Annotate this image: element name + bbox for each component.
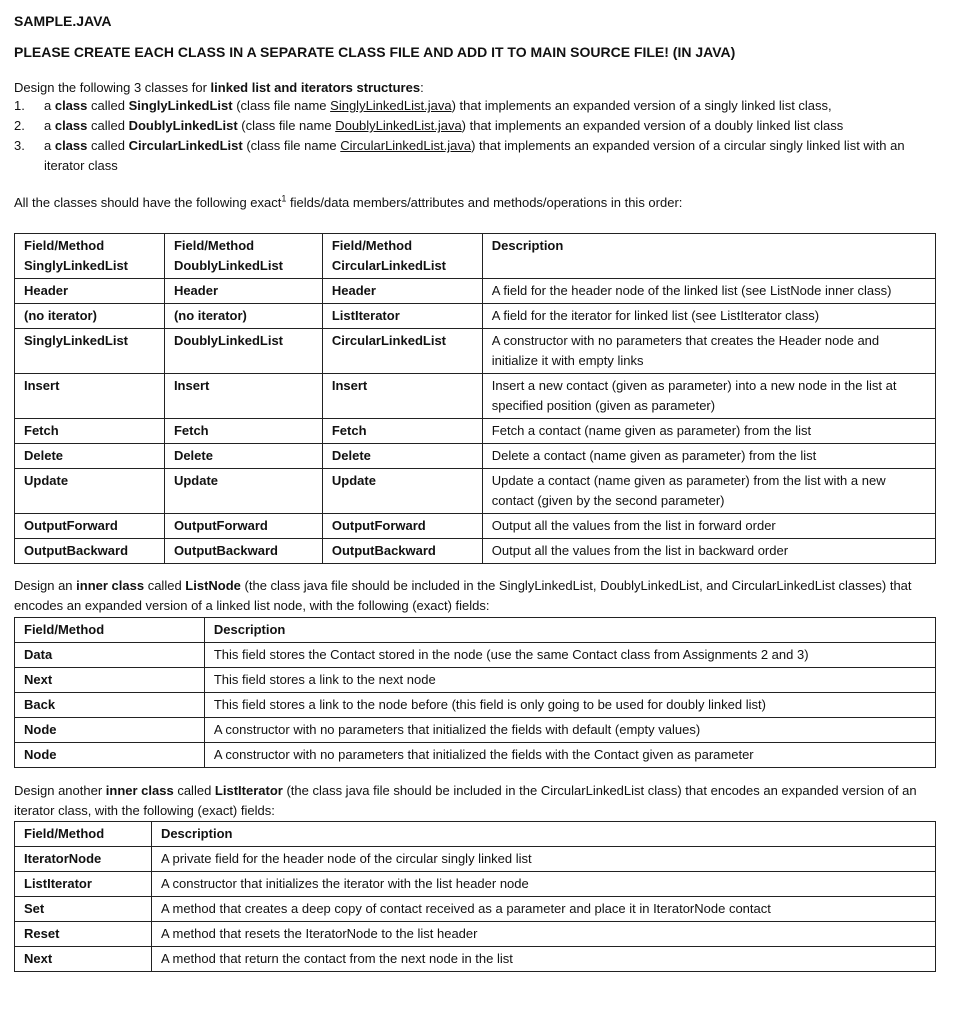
class-name: SinglyLinkedList [128, 98, 233, 113]
class-list-item [14, 96, 934, 116]
item-text: called [87, 118, 129, 133]
class-list-item [14, 116, 934, 136]
header-cell [15, 234, 165, 279]
table-cell: Update a contact (name given as parameter) from the list with a new contact (given by the second parameter) [482, 469, 935, 514]
table-cell: This field stores a link to the next node [204, 668, 935, 693]
table-row [15, 743, 936, 768]
table-row [15, 668, 936, 693]
listiterator-table [14, 821, 936, 972]
table-header-row [15, 822, 936, 847]
table-cell: Fetch a contact (name given as parameter) from the list [482, 419, 935, 444]
item-text: ) that implements an expanded version of a doubly linked list class [461, 118, 844, 133]
item-text: called [87, 138, 129, 153]
table-cell: A field for the header node of the linked list (see ListNode inner class) [482, 279, 935, 304]
item-text: ) that implements an expanded version of a circular singly linked list with an iterator class [44, 138, 905, 173]
listnode-table [14, 617, 936, 768]
table-cell: Fetch [322, 419, 482, 444]
table-cell: Next [15, 668, 205, 693]
table-cell: Output all the values from the list in forward order [482, 514, 935, 539]
table-row [15, 872, 936, 897]
page-subtitle: PLEASE CREATE EACH CLASS IN A SEPARATE CLASS FILE AND ADD IT TO MAIN SOURCE FILE! (IN JAVA) [14, 44, 736, 60]
item-text: a [44, 98, 55, 113]
table-cell: A field for the iterator for linked list (see ListIterator class) [482, 304, 935, 329]
header-line: Description [491, 238, 564, 253]
table-cell: ListIterator [15, 872, 152, 897]
table-cell: OutputForward [322, 514, 482, 539]
table-cell: Back [15, 693, 205, 718]
item-text: (class file name [242, 138, 341, 153]
table-cell: Insert [322, 374, 482, 419]
table-cell: A method that return the contact from the next node in the list [151, 947, 935, 972]
table-row [15, 693, 936, 718]
table-cell: A constructor with no parameters that initialized the fields with default (empty values) [204, 718, 935, 743]
table-cell: Node [15, 743, 205, 768]
table-row [15, 847, 936, 872]
header-cell: Description [204, 618, 935, 643]
table-cell: Update [164, 469, 322, 514]
class-list [14, 96, 934, 176]
header-line: CircularLinkedList [331, 258, 446, 273]
para-text: Design another [14, 783, 106, 798]
table-cell: OutputForward [164, 514, 322, 539]
table-cell: Fetch [15, 419, 165, 444]
table-cell: A method that resets the IteratorNode to the list header [151, 922, 935, 947]
table-cell: A constructor with no parameters that initialized the fields with the Contact given as parameter [204, 743, 935, 768]
table-row [15, 469, 936, 514]
fields-intro-rest: fields/data members/attributes and methods/operations in this order: [286, 195, 683, 210]
item-bold: class [54, 118, 88, 133]
para-text: (the class java file should be included in the SinglyLinkedList, DoublyLinkedList, and CircularLinkedList classes) that encodes an expanded version of a linked list node, with the following (exact) fields: [14, 578, 912, 613]
table-cell: OutputBackward [322, 539, 482, 564]
table-cell: Insert [15, 374, 165, 419]
item-text: called [87, 98, 129, 113]
list-number: 2. [14, 118, 25, 133]
listnode-paragraph [14, 576, 944, 616]
table-cell: This field stores a link to the node before (this field is only going to be used for doubly linked list) [204, 693, 935, 718]
header-cell: Field/Method [15, 618, 205, 643]
table-row [15, 643, 936, 668]
header-line: Field/Method [24, 238, 105, 253]
para-bold: inner class [76, 578, 145, 593]
table-row [15, 444, 936, 469]
table-cell: A constructor with no parameters that creates the Header node and initialize it with empty links [482, 329, 935, 374]
para-bold: inner class [105, 783, 174, 798]
item-text: (class file name [237, 118, 336, 133]
header-line: SinglyLinkedList [24, 258, 129, 273]
intro-paragraph [14, 78, 424, 98]
header-cell [322, 234, 482, 279]
table-row [15, 279, 936, 304]
table-cell: DoublyLinkedList [164, 329, 322, 374]
table-cell: A constructor that initializes the iterator with the list header node [151, 872, 935, 897]
header-cell [482, 234, 935, 279]
table-cell: Delete [15, 444, 165, 469]
table-header-row [15, 618, 936, 643]
para-bold: ListNode [185, 578, 241, 593]
intro-text-end: : [420, 80, 424, 95]
table-cell: Output all the values from the list in backward order [482, 539, 935, 564]
table-cell: Header [322, 279, 482, 304]
item-text: a [44, 118, 55, 133]
table-cell: Delete [322, 444, 482, 469]
table-row [15, 718, 936, 743]
table-row [15, 947, 936, 972]
para-bold: ListIterator [214, 783, 283, 798]
intro-text: Design the following 3 classes for [14, 80, 211, 95]
fields-intro-text: All the classes should have the following exact [14, 195, 282, 210]
table-header-row [15, 234, 936, 279]
header-cell: Field/Method [15, 822, 152, 847]
table-cell: Update [322, 469, 482, 514]
table-cell: Next [15, 947, 152, 972]
para-text: (the class java file should be included in the CircularLinkedList class) that encodes an expanded version of an iterator class, with the following (exact) fields: [14, 783, 917, 818]
table-cell: A private field for the header node of the circular singly linked list [151, 847, 935, 872]
para-text: Design an [14, 578, 77, 593]
class-members-table [14, 233, 936, 564]
para-text: called [173, 783, 215, 798]
fields-intro [14, 193, 682, 213]
para-text: called [144, 578, 186, 593]
file-name: CircularLinkedList.java [340, 138, 472, 153]
footnote-marker: 1 [281, 193, 287, 204]
class-name: CircularLinkedList [128, 138, 243, 153]
page-title: SAMPLE.JAVA [14, 13, 112, 29]
table-row [15, 539, 936, 564]
table-row [15, 329, 936, 374]
item-text: a [44, 138, 55, 153]
item-text: (class file name [232, 98, 331, 113]
table-cell: Delete [164, 444, 322, 469]
class-list-item [14, 136, 934, 176]
table-cell: Fetch [164, 419, 322, 444]
table-row [15, 374, 936, 419]
table-cell: IteratorNode [15, 847, 152, 872]
table-cell: Update [15, 469, 165, 514]
list-number: 1. [14, 98, 25, 113]
header-line: DoublyLinkedList [173, 258, 283, 273]
header-line: Field/Method [331, 238, 413, 253]
table-row [15, 419, 936, 444]
listiterator-paragraph [14, 781, 944, 821]
table-cell: (no iterator) [164, 304, 322, 329]
table-cell: OutputBackward [15, 539, 165, 564]
table-row [15, 897, 936, 922]
table-row [15, 304, 936, 329]
item-bold: class [54, 98, 88, 113]
file-name: SinglyLinkedList.java [330, 98, 452, 113]
table-cell: Reset [15, 922, 152, 947]
table-cell: Node [15, 718, 205, 743]
file-name: DoublyLinkedList.java [335, 118, 462, 133]
header-cell: Description [151, 822, 935, 847]
list-number: 3. [14, 138, 25, 153]
intro-bold: linked list and iterators structures [210, 80, 421, 95]
table-cell: OutputForward [15, 514, 165, 539]
table-cell: (no iterator) [15, 304, 165, 329]
table-cell: Insert [164, 374, 322, 419]
header-cell [164, 234, 322, 279]
table-cell: Data [15, 643, 205, 668]
table-row [15, 514, 936, 539]
class-name: DoublyLinkedList [128, 118, 238, 133]
table-cell: Header [15, 279, 165, 304]
table-cell: OutputBackward [164, 539, 322, 564]
table-cell: Delete a contact (name given as parameter) from the list [482, 444, 935, 469]
table-cell: CircularLinkedList [322, 329, 482, 374]
table-cell: This field stores the Contact stored in the node (use the same Contact class from Assignments 2 and 3) [204, 643, 935, 668]
table-cell: Header [164, 279, 322, 304]
table-cell: Insert a new contact (given as parameter) into a new node in the list at specified position (given as parameter) [482, 374, 935, 419]
item-text: ) that implements an expanded version of a singly linked list class, [451, 98, 832, 113]
table-cell: A method that creates a deep copy of contact received as a parameter and place it in IteratorNode contact [151, 897, 935, 922]
table-cell: Set [15, 897, 152, 922]
table-cell: ListIterator [322, 304, 482, 329]
table-cell: SinglyLinkedList [15, 329, 165, 374]
header-line: Field/Method [173, 238, 255, 253]
item-bold: class [54, 138, 88, 153]
table-row [15, 922, 936, 947]
